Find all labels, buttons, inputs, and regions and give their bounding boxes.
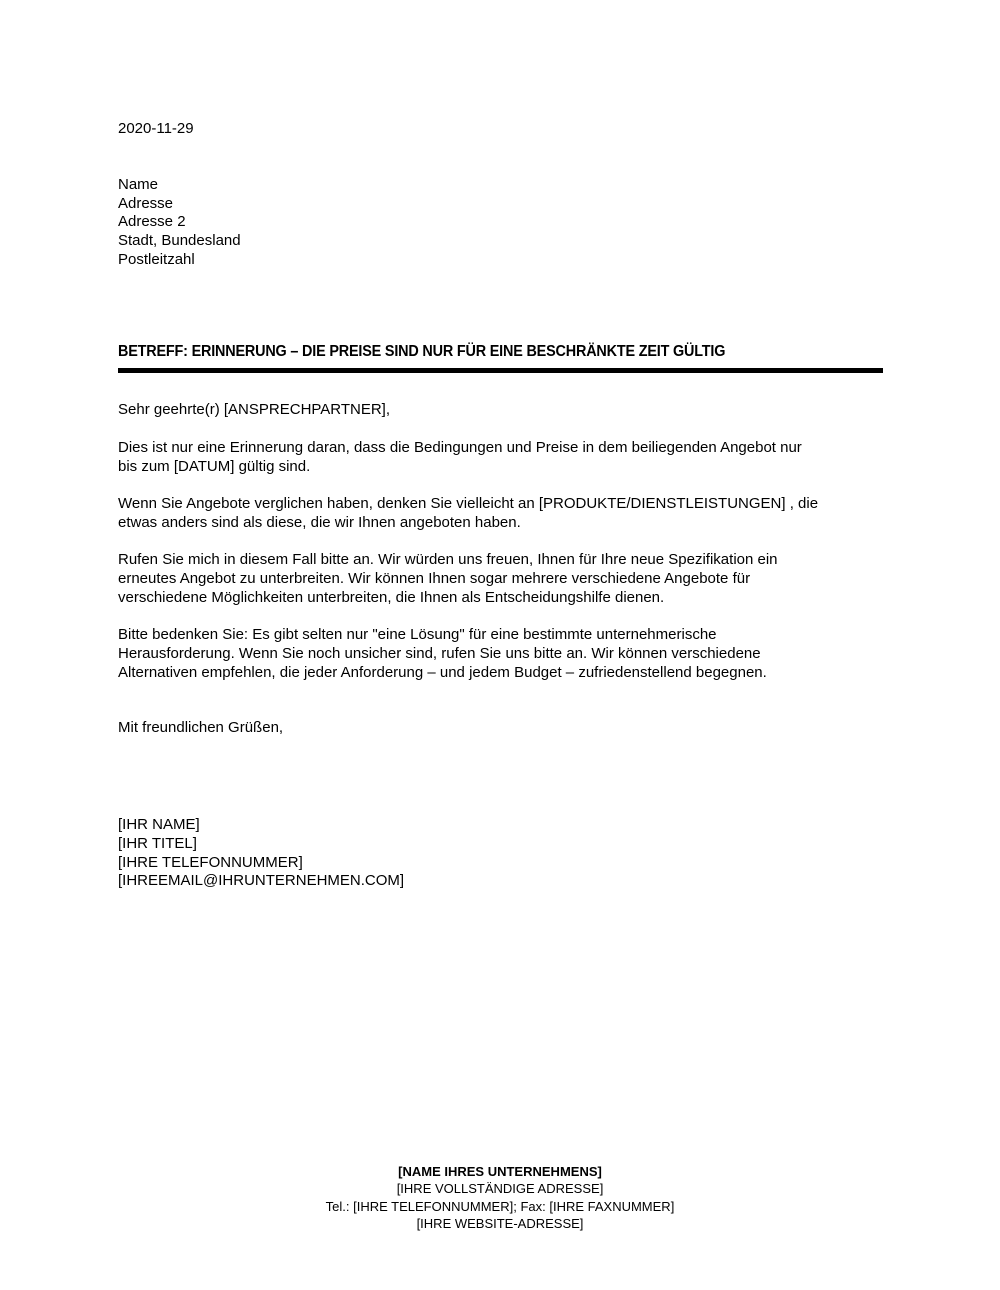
- subject-line: [118, 343, 883, 361]
- salutation: Sehr geehrte(r) [ANSPRECHPARTNER],: [118, 401, 391, 418]
- letter-date: 2020-11-29: [118, 120, 194, 137]
- body-paragraph-1: Dies ist nur eine Erinnerung daran, dass die Bedingungen und Preise in dem beiliegenden Angebot nur bis zum [DATUM] gültig sind.: [118, 439, 802, 475]
- footer-phone-fax: Tel.: [IHRE TELEFONNUMMER]; Fax: [IHRE FAXNUMMER]: [325, 1198, 675, 1214]
- footer-block: [0, 1163, 1000, 1233]
- body-paragraph-3: Rufen Sie mich in diesem Fall bitte an. Wir würden uns freuen, Ihnen für Ihre neue Spezifikation ein erneutes Angebot zu unterbreiten. Wir können Ihnen sogar mehrere verschiedene Angebote für verschiedene Möglichkeiten unterbreiten, die Ihnen als Entscheidungshilfe dienen.: [118, 551, 778, 606]
- body-paragraph-4: Bitte bedenken Sie: Es gibt selten nur "eine Lösung" für eine bestimmte unternehmerische Herausforderung. Wenn Sie noch unsicher sind, rufen Sie uns bitte an. Wir können verschiedene Alternativen empfehlen, die jeder Anforderung – und jedem Budget – zufriedenstellend begegnen.: [118, 626, 767, 681]
- footer-website: [IHRE WEBSITE-ADRESSE]: [416, 1216, 584, 1232]
- recipient-address-block: Name Adresse Adresse 2 Stadt, Bundesland Postleitzahl: [118, 176, 241, 268]
- signature-block: [IHR NAME] [IHR TITEL] [IHRE TELEFONNUMMER] [IHREEMAIL@IHRUNTERNEHMEN.COM]: [118, 816, 405, 890]
- subject-text: BETREFF: ERINNERUNG – DIE PREISE SIND NUR FÜR EINE BESCHRÄNKTE ZEIT GÜLTIG: [118, 343, 726, 360]
- footer-company-name: [NAME IHRES UNTERNEHMENS]: [398, 1164, 602, 1179]
- footer-address: [IHRE VOLLSTÄNDIGE ADRESSE]: [396, 1181, 604, 1197]
- subject-underline-rule: [118, 368, 883, 373]
- closing-line: Mit freundlichen Grüßen,: [118, 719, 284, 736]
- body-paragraph-2: Wenn Sie Angebote verglichen haben, denken Sie vielleicht an [PRODUKTE/DIENSTLEISTUNGEN] , die etwas anders sind als diese, die wir Ihnen angeboten haben.: [118, 495, 819, 531]
